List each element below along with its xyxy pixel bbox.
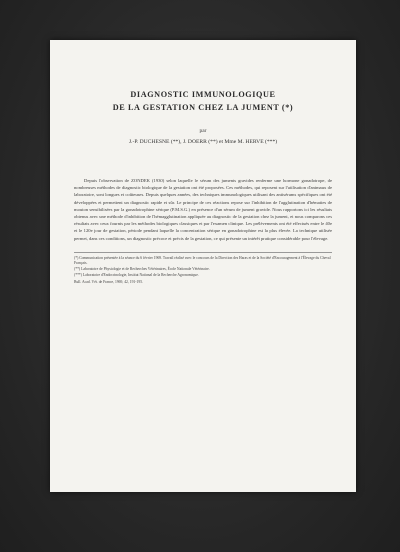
document-page [50,40,356,492]
footnote: (***) Laboratoire d'Endocrinologie, Institut National de la Recherche Agronomique. [74,273,199,278]
document-authors: J.-P. DUCHESNE (**), J. DOERR (**) et Mme M. HERVE (***) [128,139,278,145]
footnote: (**) Laboratoire de Physiologie et de Recherches Vétérinaires, École Nationale Vétérinaire. [74,267,210,272]
document-body-text: Depuis l'observation de ZONDEK (1930) selon laquelle le sérum des juments gravides renferme une hormone gonadotrope, de nombreuses méthodes de diagnostic biologique de la gestation ont été proposées. Ces méthodes, qui reposent sur l'utilisation d'animaux de laboratoire, sont longues et coûteuses. Depuis quelques années, des techniques immunologiques utilisant des antisérums spécifiques ont été développées et permettent un diagnostic rapide et sûr. Le principe de ces réactions repose sur l'inhibition de l'agglutination d'hématies de mouton sensibilisées par la gonadotrophine sérique (P.M.S.G.) en présence d'un sérum de jument gravide. Nous rapportons ici les résultats obtenus avec une méthode d'inhibition de l'hémagglutination appliquée au diagnostic de la gestation chez la jument, et nous comparons ces résultats avec ceux fournis par les méthodes biologiques classiques et par l'examen clinique. Les prélèvements ont été effectués entre le 40e et le 120e jour de gestation, période pendant laquelle la concentration sérique en gonadotrophine est la plus élevée. La technique utilisée permet, dans ces conditions, un diagnostic précoce et précis de la gestation, ce qui présente un intérêt pratique considérable pour l'élevage. [74,178,332,241]
footnote-citation: Bull. Acad. Vét. de France, 1969, 42, 191-195. [74,279,143,284]
footnote: (*) Communication présentée à la séance du 6 février 1969. Travail réalisé avec le concours de la Direction des Haras et de la Société d'Encouragement à l'Élevage du Cheval Français. [74,255,331,266]
document-title-line-1: DIAGNOSTIC IMMUNOLOGIQUE [130,90,276,99]
document-footnotes [74,252,332,285]
byline-par: par [199,128,207,134]
document-title-line-2: DE LA GESTATION CHEZ LA JUMENT (*) [112,103,294,112]
